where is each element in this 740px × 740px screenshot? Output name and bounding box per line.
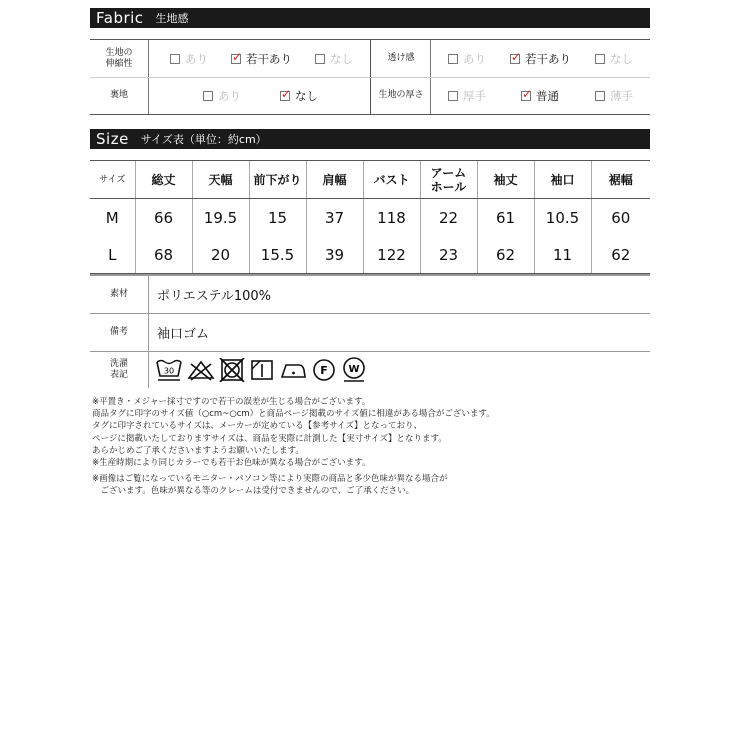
transparency-option-yes: あり — [448, 40, 486, 77]
size-title: Size — [96, 130, 129, 148]
size-table — [90, 160, 650, 274]
wash-30-icon — [155, 358, 183, 382]
size-table-header-row — [90, 161, 650, 199]
thickness-option-normal: ✓ 普通 — [521, 77, 559, 114]
table-cell: 61 — [477, 199, 534, 237]
checked-checkbox-icon — [521, 91, 531, 101]
fabric-row-lining-thickness — [90, 77, 650, 114]
table-cell: 122 — [363, 236, 420, 274]
no-tumble-dry-icon — [219, 358, 245, 382]
table-row — [90, 236, 650, 274]
fabric-row-stretch-transparency — [90, 40, 650, 78]
table-cell: 62 — [477, 236, 534, 274]
wet-clean-w-icon — [341, 357, 367, 383]
remarks-label: 備考 — [90, 314, 149, 351]
size-cell: L — [90, 236, 135, 274]
care-label: 洗濯 表記 — [90, 352, 149, 388]
table-cell: 60 — [591, 199, 650, 237]
thickness-option-thick: 厚手 — [448, 77, 486, 114]
table-cell: 66 — [135, 199, 192, 237]
dry-clean-f-icon — [311, 358, 337, 382]
table-cell: 15 — [249, 199, 306, 237]
thickness-option-thin: 薄手 — [595, 77, 633, 114]
header-bust: バスト — [363, 161, 420, 199]
lining-option-yes: あり — [203, 77, 241, 114]
checked-checkbox-icon — [280, 91, 290, 101]
checked-checkbox-icon — [231, 54, 241, 64]
note-line: ございます。色味が異なる等のクレームは受付できませんので、ご了承ください。 — [92, 486, 415, 497]
disclaimer-notes — [92, 396, 652, 498]
care-row — [90, 352, 650, 388]
line-dry-shade-icon — [249, 358, 275, 382]
checkbox-icon — [170, 54, 180, 64]
fabric-section-header — [90, 8, 650, 28]
wash-temp-label: 30 — [163, 366, 175, 376]
checkbox-icon — [448, 54, 458, 64]
fabric-table — [90, 39, 650, 115]
table-cell: 11 — [534, 236, 591, 274]
checkbox-icon — [595, 54, 605, 64]
material-label: 素材 — [90, 276, 149, 313]
product-info-table — [90, 274, 650, 388]
note-line: ページに掲載いたしておりますサイズは、商品を実際に計測した【実寸サイズ】となります。 — [92, 433, 447, 444]
note-line: タグに印字されているサイズは、メーカーが定めている【参考サイズ】となっており、 — [92, 421, 422, 432]
checkbox-icon — [315, 54, 325, 64]
note-line: ※画像はご覧になっているモニター・パソコン等により実際の商品と多少色味が異なる場合が — [92, 474, 448, 485]
header-shoulder: 肩幅 — [306, 161, 363, 199]
table-row — [90, 199, 650, 237]
transparency-label: 透け感 — [387, 53, 415, 63]
header-cuff: 袖口 — [534, 161, 591, 199]
header-armhole: アーム ホール — [420, 161, 477, 199]
header-hem-width: 裾幅 — [591, 161, 650, 199]
table-cell: 22 — [420, 199, 477, 237]
table-cell: 118 — [363, 199, 420, 237]
checkbox-icon — [595, 91, 605, 101]
remarks-row — [90, 314, 650, 352]
note-line: 商品タグに印字のサイズ値（○cm~○cm）と商品ページ掲載のサイズ値に相違がある場合がございます。 — [92, 409, 495, 420]
note-line: ※平置き・メジャー採寸ですので若干の誤差が生じる場合がございます。 — [92, 397, 371, 407]
remarks-value: 袖口ゴム — [157, 327, 210, 342]
transparency-option-slight: ✓ 若干あり — [510, 40, 571, 77]
table-cell: 39 — [306, 236, 363, 274]
thickness-label: 生地の厚さ — [378, 90, 424, 100]
material-value: ポリエステル100% — [157, 289, 271, 304]
iron-low-icon — [279, 358, 307, 382]
table-cell: 20 — [192, 236, 249, 274]
stretch-option-none: なし — [315, 40, 353, 77]
header-neck-width: 天幅 — [192, 161, 249, 199]
stretch-option-slight: ✓ 若干あり — [231, 40, 292, 77]
checkbox-icon — [203, 91, 213, 101]
fabric-title: Fabric — [96, 9, 144, 27]
header-size: サイズ — [90, 161, 135, 199]
no-bleach-icon — [187, 358, 215, 382]
care-icons — [149, 357, 367, 383]
table-cell: 15.5 — [249, 236, 306, 274]
lining-label: 裏地 — [109, 90, 128, 100]
table-cell: 10.5 — [534, 199, 591, 237]
note-line: あらかじめご了承くださいますようお願いいたします。 — [92, 445, 304, 456]
size-subtitle: サイズ表（単位：約cm） — [140, 133, 267, 146]
size-section-header — [90, 129, 650, 149]
size-cell: M — [105, 208, 119, 227]
checked-checkbox-icon — [510, 54, 520, 64]
table-cell: 19.5 — [192, 199, 249, 237]
wet-clean-letter: W — [348, 364, 360, 375]
fabric-subtitle: 生地感 — [155, 12, 189, 25]
header-sleeve-length: 袖丈 — [477, 161, 534, 199]
material-row — [90, 276, 650, 314]
dry-clean-letter: F — [320, 364, 328, 377]
header-length: 総丈 — [135, 161, 192, 199]
lining-option-none: ✓ なし — [280, 77, 318, 114]
table-cell: 37 — [306, 199, 363, 237]
checkbox-icon — [448, 91, 458, 101]
header-front-drop: 前下がり — [249, 161, 306, 199]
table-cell: 23 — [420, 236, 477, 274]
stretch-option-yes: あり — [170, 40, 208, 77]
transparency-option-none: なし — [595, 40, 633, 77]
table-cell: 62 — [591, 236, 650, 274]
note-line: ※生産時期により同じカラーでも若干お色味が異なる場合がございます。 — [92, 458, 371, 469]
table-cell: 68 — [135, 236, 192, 274]
stretch-label: 生地の 伸縮性 — [105, 47, 133, 69]
